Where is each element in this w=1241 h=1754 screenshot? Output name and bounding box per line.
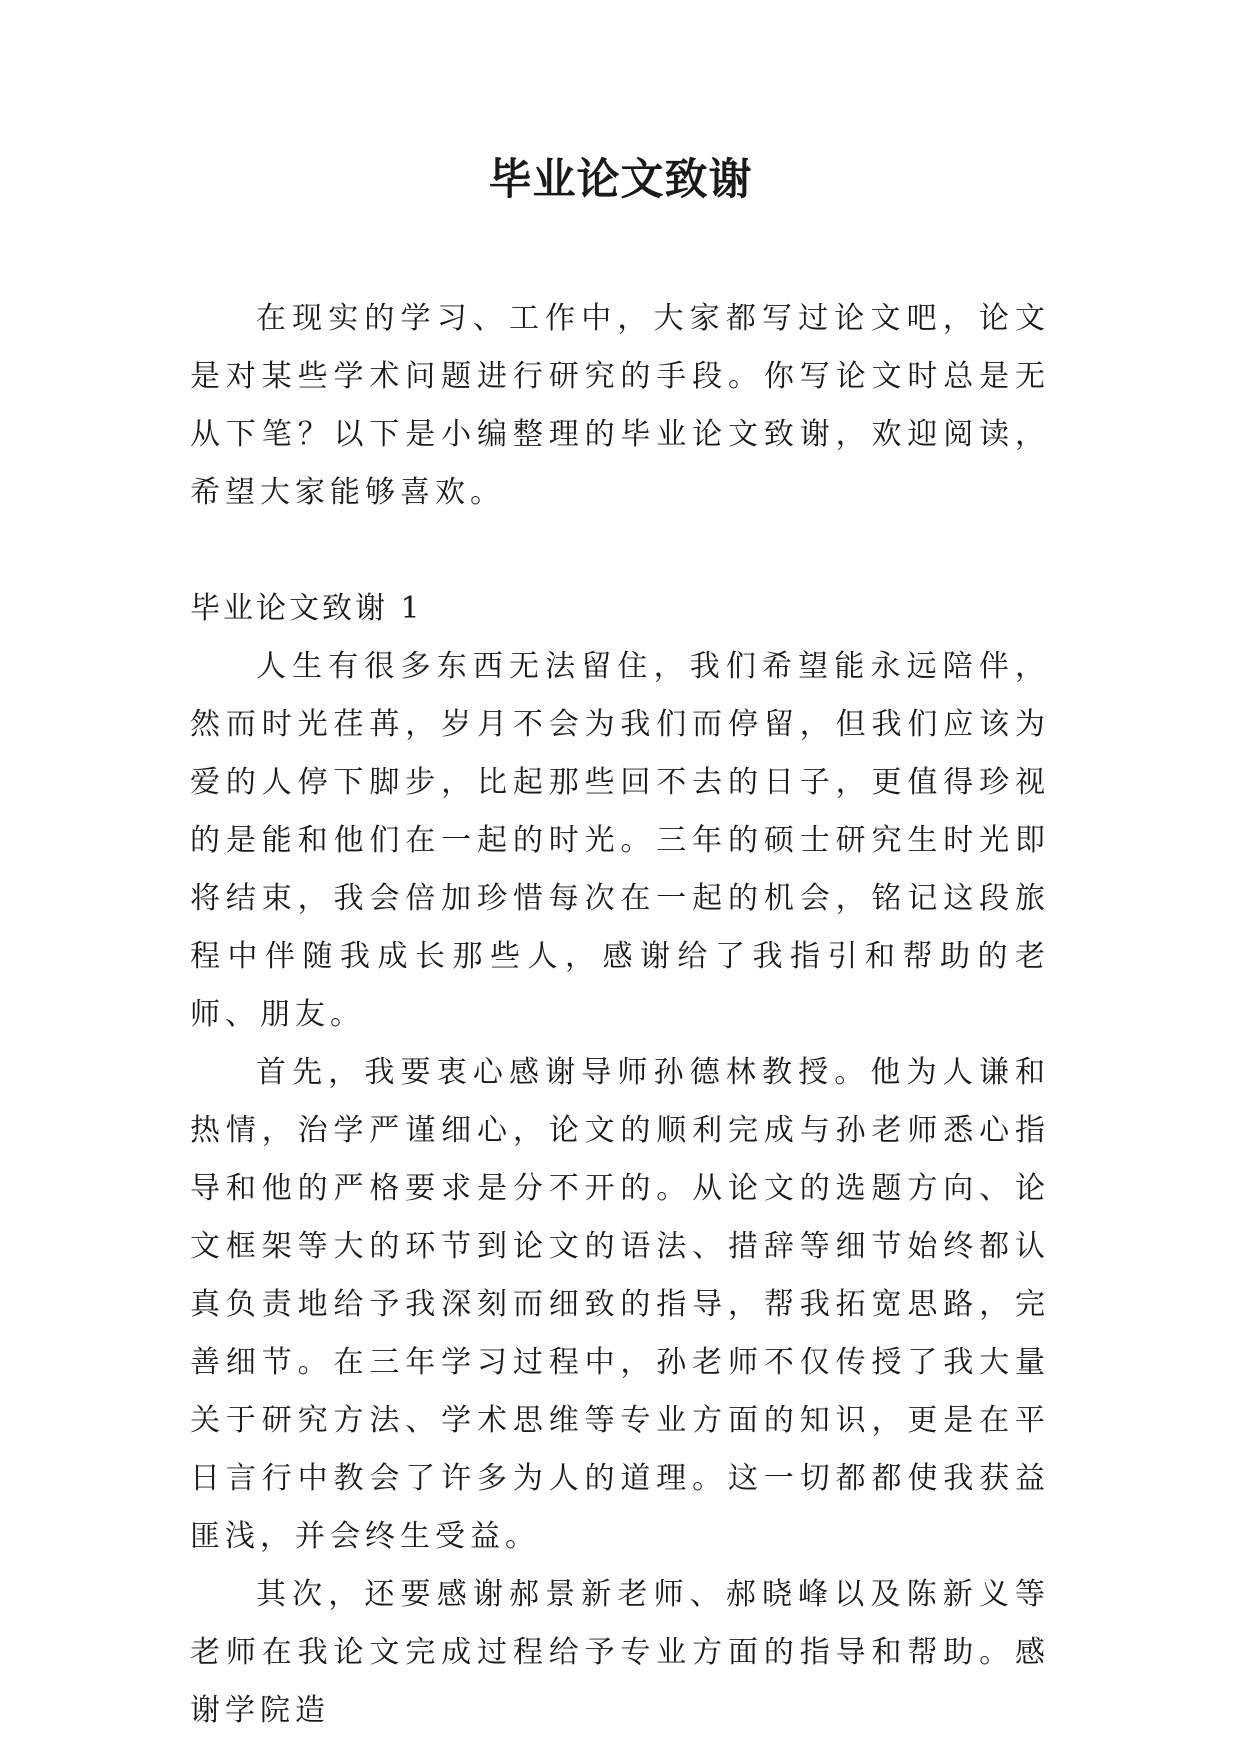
intro-paragraph: 在现实的学习、工作中，大家都写过论文吧，论文是对某些学术问题进行研究的手段。你写论文时总是无从下笔？以下是小编整理的毕业论文致谢，欢迎阅读，希望大家能够喜欢。 [190,301,1050,510]
intro-block [190,290,1050,522]
body-paragraph-1: 人生有很多东西无法留住，我们希望能永远陪伴，然而时光荏苒，岁月不会为我们而停留，但我们应该为爱的人停下脚步，比起那些回不去的日子，更值得珍视的是能和他们在一起的时光。三年的硕士研究生时光即将结束，我会倍加珍惜每次在一起的机会，铭记这段旅程中伴随我成长那些人，感谢给了我指引和帮助的老师、朋友。 [190,649,1050,1032]
body-paragraph-3: 其次，还要感谢郝景新老师、郝晓峰以及陈新义等老师在我论文完成过程给予专业方面的指导和帮助。感谢学院造 [190,1577,1050,1728]
section-block [190,580,1050,1740]
document-title: 毕业论文致谢 [488,155,753,205]
section-heading: 毕业论文致谢 1 [190,591,423,626]
body-paragraph-2: 首先，我要衷心感谢导师孙德林教授。他为人谦和热情，治学严谨细心，论文的顺利完成与孙老师悉心指导和他的严格要求是分不开的。从论文的选题方向、论文框架等大的环节到论文的语法、措辞等细节始终都认真负责地给予我深刻而细致的指导，帮我拓宽思路，完善细节。在三年学习过程中，孙老师不仅传授了我大量关于研究方法、学术思维等专业方面的知识，更是在平日言行中教会了许多为人的道理。这一切都都使我获益匪浅，并会终生受益。 [190,1055,1050,1554]
